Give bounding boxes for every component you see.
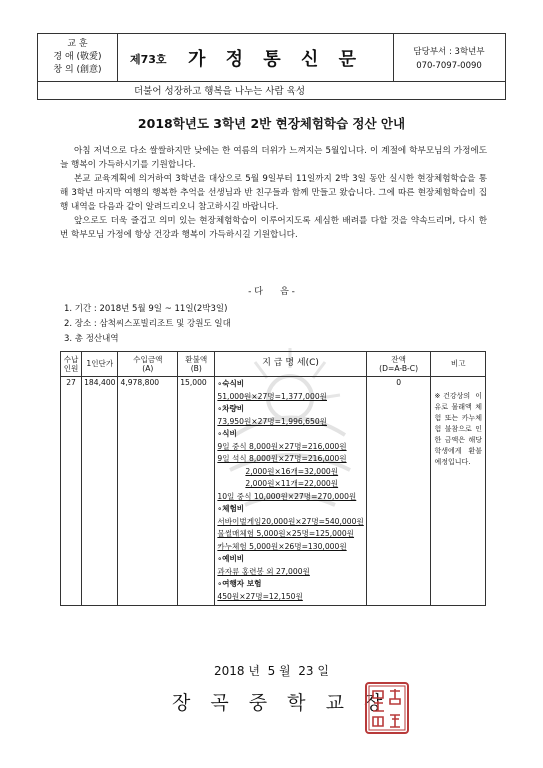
detail-item: 카누체험 5,000원×26명=130,000원 [217, 541, 347, 551]
item-summary: 3. 총 정산내역 [64, 334, 119, 344]
item-period: 1. 기간 : 2018년 5월 9일 ~ 11일(2박3일) [64, 304, 228, 314]
header-students: 수납 인원 [61, 352, 82, 377]
motto-respect: 경 애 (敬愛) [53, 52, 102, 62]
body-text [60, 144, 487, 242]
detail-item: 9일 석식 8,000원×27명=216,000원 [217, 454, 347, 463]
detail-item: 2,000원×16개=32,000원 [245, 466, 339, 476]
detail-category: ∘숙식비 [217, 379, 245, 388]
cell-balance: 0 [366, 377, 431, 606]
detail-item: 450원×27명=12,150원 [217, 591, 303, 601]
contact-box [393, 34, 505, 81]
paragraph-3: 앞으로도 더욱 즐겁고 의미 있는 현장체험학습이 이루어지도록 세심한 배려를 다할 것을 약속드리며, 다시 한 번 학부모님 가정에 항상 건강과 행복이 가득하시길 기원합니다. [60, 216, 487, 240]
issue-number: 제73호 [130, 53, 167, 66]
item-place: 2. 장소 : 삼척씨스포빌리조트 및 강원도 일대 [64, 319, 231, 329]
motto-creativity: 창 의 (創意) [53, 65, 102, 75]
header-balance: 잔액 (D=A-B-C) [366, 352, 431, 377]
detail-category: ∘식비 [217, 429, 237, 438]
title-area [118, 34, 394, 81]
header-per-person: 1인단가 [82, 352, 118, 377]
phone-number: 070-7097-0090 [416, 61, 482, 71]
slogan: 더불어 성장하고 행복을 나누는 사람 육성 [134, 86, 306, 97]
detail-item: 과자류 홍련봉 외 27,000원 [217, 566, 310, 576]
cell-per-person: 184,400 [82, 377, 118, 606]
school-principal: 장 곡 중 학 교 장 [172, 692, 390, 714]
slogan-bar [37, 81, 506, 100]
page-title: 가 정 통 신 문 [187, 48, 363, 70]
header-income: 수입금액 (A) [118, 352, 178, 377]
detail-item: 물썰매체험 5,000원×25명=125,000원 [217, 529, 355, 538]
detail-item: 2,000원×11개=22,000원 [245, 479, 339, 488]
detail-item: 9일 중식 8,000원×27명=216,000원 [217, 441, 347, 451]
detail-category: ∘여행자 보험 [217, 579, 262, 588]
header-refund: 환불액 (B) [178, 352, 215, 377]
detail-category: ∘예비비 [217, 554, 245, 563]
settlement-table [60, 351, 486, 606]
motto-title: 교 훈 [67, 39, 88, 49]
detail-item: 51,000원×27명=1,377,000원 [217, 391, 327, 401]
header-box [37, 33, 506, 82]
detail-list [217, 378, 363, 603]
detail-item: 10일 중식 10,000원×27명=270,000원 [217, 491, 357, 501]
table-row [61, 377, 486, 606]
detail-category: ∘차량비 [217, 404, 245, 413]
items-list [64, 302, 231, 347]
cell-detail [215, 377, 366, 606]
cell-income: 4,978,800 [118, 377, 178, 606]
issue-date: 2018 년 5 월 23 일 [214, 664, 329, 678]
detail-item: 서바이벌게임20,000원×27명=540,000원 [217, 516, 364, 526]
paragraph-2: 본교 교육계획에 의거하여 3학년을 대상으로 5월 9일부터 11일까지 2박 3일 동안 실시한 현장체험학습을 통해 3학년 마지막 여행의 행복한 추억을 선생님과 반 친구들과 함께 만들고 왔습니다. 그에 따른 현장체험학습비 집행 내역을 다음과 같이 알려드리오니 참고하시길 바랍니다. [60, 174, 487, 212]
official-seal [364, 681, 410, 735]
header-detail: 지 급 명 세(C) [215, 352, 366, 377]
cell-refund: 15,000 [178, 377, 215, 606]
cell-note: ※건강상의 이유로 물래액 체험 또는 카누체험 불참으로 인한 금액은 해당학생에게 환불예정입니다. [431, 377, 486, 606]
paragraph-1: 아침 저녁으로 다소 쌀쌀하지만 낮에는 한 여름의 더위가 느껴지는 5월입니다. 이 계절에 학부모님의 가정에도 늘 행복이 가득하시기를 기원합니다. [60, 146, 487, 170]
header-note: 비고 [431, 352, 486, 377]
detail-item: 73,950원×27명=1,996,650원 [217, 416, 327, 426]
motto-box [38, 34, 118, 81]
section-mark: - 다 음 - [248, 287, 295, 297]
department: 담당부서 : 3학년부 [413, 47, 485, 57]
table-header-row [61, 352, 486, 377]
detail-category: ∘체험비 [217, 504, 245, 513]
document-heading: 2018학년도 3학년 2반 현장체험학습 정산 안내 [137, 116, 406, 131]
cell-students: 27 [61, 377, 82, 606]
